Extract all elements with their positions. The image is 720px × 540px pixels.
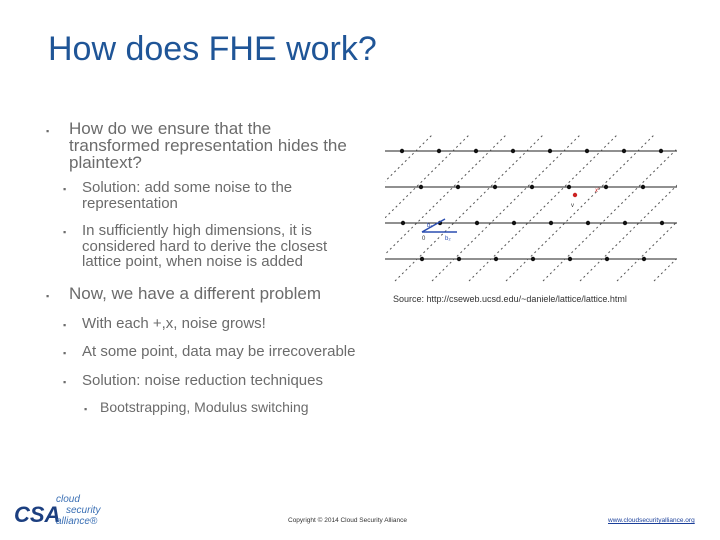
- lattice-point: [548, 149, 552, 153]
- basis-vector-b1: [422, 219, 445, 232]
- v-label: v: [571, 203, 574, 209]
- lattice-point: [659, 149, 663, 153]
- logo-line: cloud: [56, 494, 80, 505]
- bullet-l2: [46, 180, 366, 211]
- logo-line: security: [66, 505, 101, 516]
- lattice-point: [511, 149, 515, 153]
- b1-label: b₁: [427, 223, 433, 229]
- bullet-text: Now, we have a different problem: [69, 283, 321, 303]
- bullet-l2: [46, 223, 366, 270]
- b2-label: b₂: [445, 236, 451, 242]
- logo-tagline: [56, 494, 100, 527]
- lattice-point: [493, 185, 497, 189]
- lattice-point: [605, 257, 609, 261]
- bullet-l3: [46, 400, 366, 415]
- logo-letters: CSA: [14, 502, 61, 527]
- lattice-point: [400, 149, 404, 153]
- bullet-marker: ▪: [63, 319, 67, 330]
- bullet-marker: ▪: [63, 184, 67, 194]
- lattice-point: [641, 185, 645, 189]
- lattice-point: [494, 257, 498, 261]
- lattice-point: [530, 185, 534, 189]
- lattice-point: [531, 257, 535, 261]
- lattice-point: [456, 185, 460, 189]
- bullet-l2: [46, 344, 366, 360]
- lattice-point: [585, 149, 589, 153]
- bullet-text: Solution: add some noise to the representation: [82, 179, 293, 212]
- lattice-point: [475, 221, 479, 225]
- lattice-point: [457, 257, 461, 261]
- lattice-point: [549, 221, 553, 225]
- lattice-point: [622, 149, 626, 153]
- footer-copyright: Copyright © 2014 Cloud Security Alliance: [288, 517, 407, 524]
- lattice-point: [474, 149, 478, 153]
- bullet-text: Solution: noise reduction techniques: [82, 371, 323, 389]
- lattice-point: [568, 257, 572, 261]
- lattice-point: [642, 257, 646, 261]
- bullet-text: In sufficiently high dimensions, it is considered hard to derive the closest lattice point, when noise is added: [82, 222, 328, 270]
- bullet-marker: ▪: [46, 290, 50, 301]
- lattice-point: [401, 221, 405, 225]
- lattice-point: [586, 221, 590, 225]
- slide-title: How does FHE work?: [48, 30, 377, 68]
- lattice-point: [419, 185, 423, 189]
- lattice-point: [567, 185, 571, 189]
- lattice-point: [660, 221, 664, 225]
- target-point: [573, 193, 577, 197]
- bullet-marker: ▪: [63, 348, 67, 358]
- bullet-marker: ▪: [63, 376, 67, 387]
- origin-label: 0: [422, 236, 426, 242]
- lattice-point: [512, 221, 516, 225]
- csa-logo: [12, 494, 122, 532]
- bullet-l1: [46, 285, 366, 302]
- bullet-marker: ▪: [46, 126, 50, 136]
- footer-link[interactable]: www.cloudsecurityalliance.org: [608, 517, 695, 524]
- bullet-l2: [46, 373, 366, 389]
- bullet-l2: [46, 316, 366, 332]
- lattice-diagram: [385, 135, 677, 283]
- lattice-point: [420, 257, 424, 261]
- logo-line: alliance®: [56, 516, 98, 527]
- lattice-point: [623, 221, 627, 225]
- bullet-text: Bootstrapping, Modulus switching: [100, 399, 309, 415]
- bullet-marker: ▪: [84, 404, 88, 414]
- bullet-text: At some point, data may be irrecoverable: [82, 343, 356, 360]
- lattice-point: [604, 185, 608, 189]
- bullet-marker: ▪: [63, 227, 67, 237]
- bullet-list: [46, 120, 366, 415]
- figure-caption: Source: http://cseweb.ucsd.edu/~daniele/lattice/lattice.html: [393, 294, 627, 304]
- x-label: x′: [595, 188, 600, 194]
- bullet-text: With each +,x, noise grows!: [82, 314, 266, 332]
- bullet-l1: [46, 120, 366, 171]
- bullet-text: How do we ensure that the transformed representation hides the plaintext?: [69, 119, 347, 172]
- lattice-point: [437, 149, 441, 153]
